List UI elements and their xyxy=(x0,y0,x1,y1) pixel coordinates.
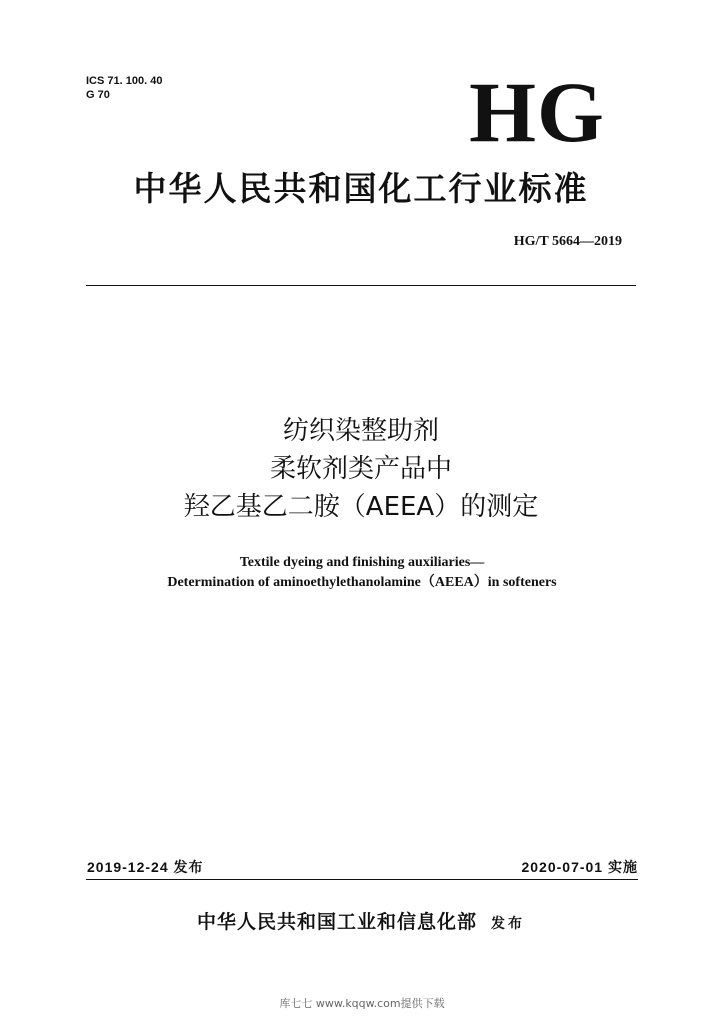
standard-number: HG/T 5664—2019 xyxy=(513,234,622,249)
issuer-action: 发布 xyxy=(491,916,525,932)
implementation-date: 2020-07-01 实施 xyxy=(521,859,638,875)
standard-type: 中华人民共和国化工行业标准 xyxy=(133,169,589,208)
hg-logo: HG xyxy=(469,64,605,160)
title-chinese xyxy=(86,412,636,526)
issuer-name: 中华人民共和国工业和信息化部 xyxy=(196,911,477,933)
ics-code: ICS 71. 100. 40 xyxy=(86,75,163,87)
bottom-divider xyxy=(86,879,638,880)
title-english xyxy=(60,553,664,593)
title-en-line: Determination of aminoethylethanolamine（AEEA）in softeners xyxy=(167,575,557,590)
issuer xyxy=(86,909,636,937)
ccs-code: G 70 xyxy=(86,89,110,101)
top-divider xyxy=(86,285,636,286)
issue-date: 2019-12-24 发布 xyxy=(87,859,204,875)
title-cn-line: 纺织染整助剂 xyxy=(282,416,439,446)
title-cn-line: 羟乙基乙二胺（AEEA）的测定 xyxy=(183,492,539,522)
title-en-line: Textile dyeing and finishing auxiliaries— xyxy=(239,555,485,570)
download-watermark: 库七七 www.kqqw.com提供下载 xyxy=(279,997,445,1010)
classification-codes xyxy=(86,74,162,102)
title-cn-line: 柔软剂类产品中 xyxy=(269,454,452,484)
